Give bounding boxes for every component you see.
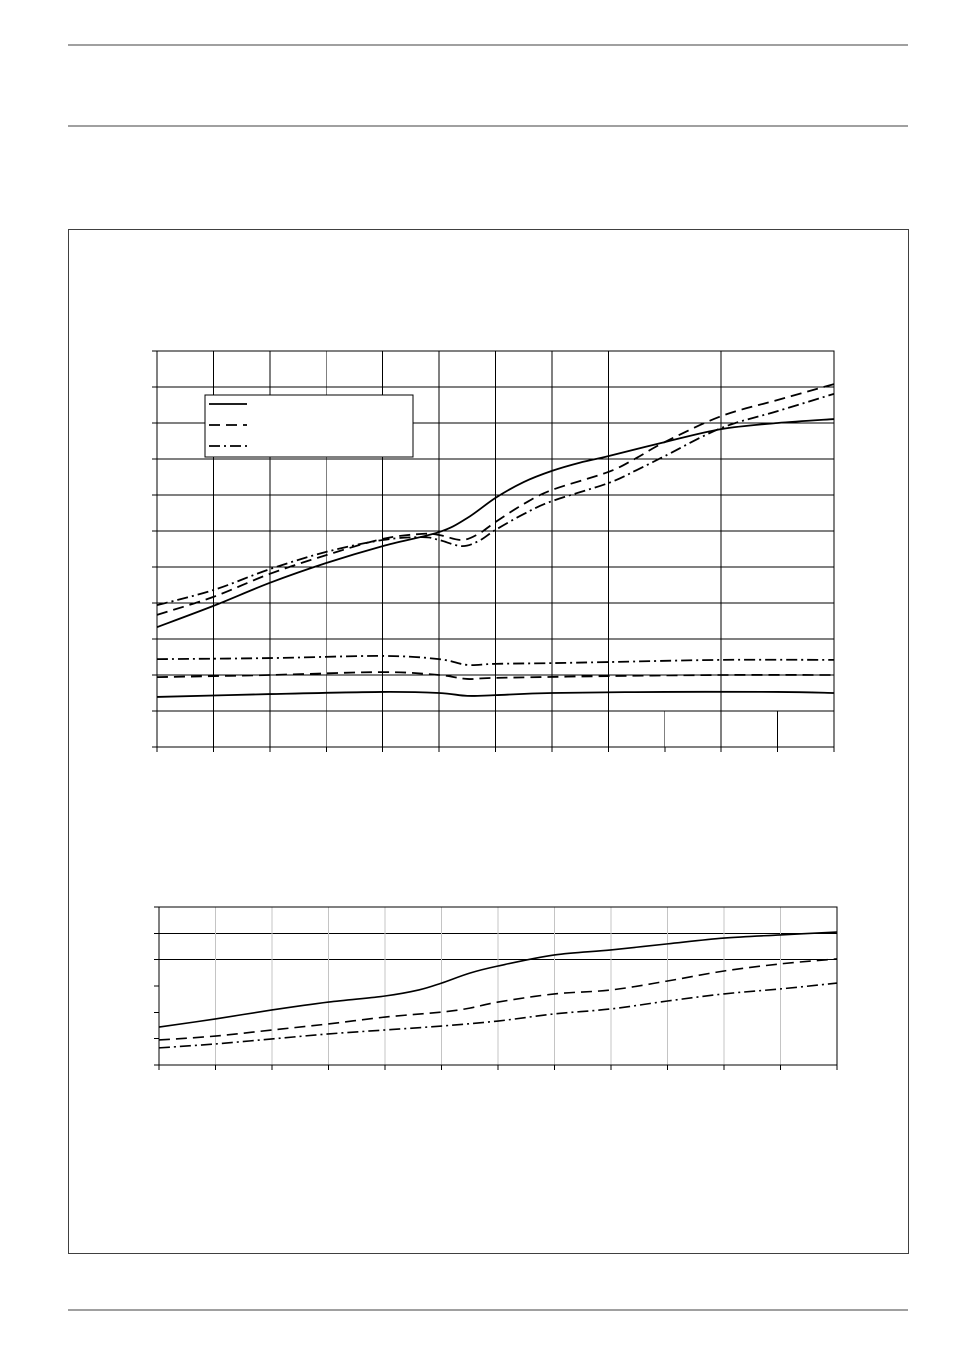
legend [205, 395, 413, 457]
header-rule-bottom [68, 125, 908, 127]
line-chart-lower [140, 897, 852, 1077]
line-chart-upper [140, 340, 850, 760]
axis-ticks [154, 907, 837, 1070]
header-rule-top [68, 44, 908, 46]
gridlines [159, 907, 837, 1065]
footer-rule [68, 1309, 908, 1311]
